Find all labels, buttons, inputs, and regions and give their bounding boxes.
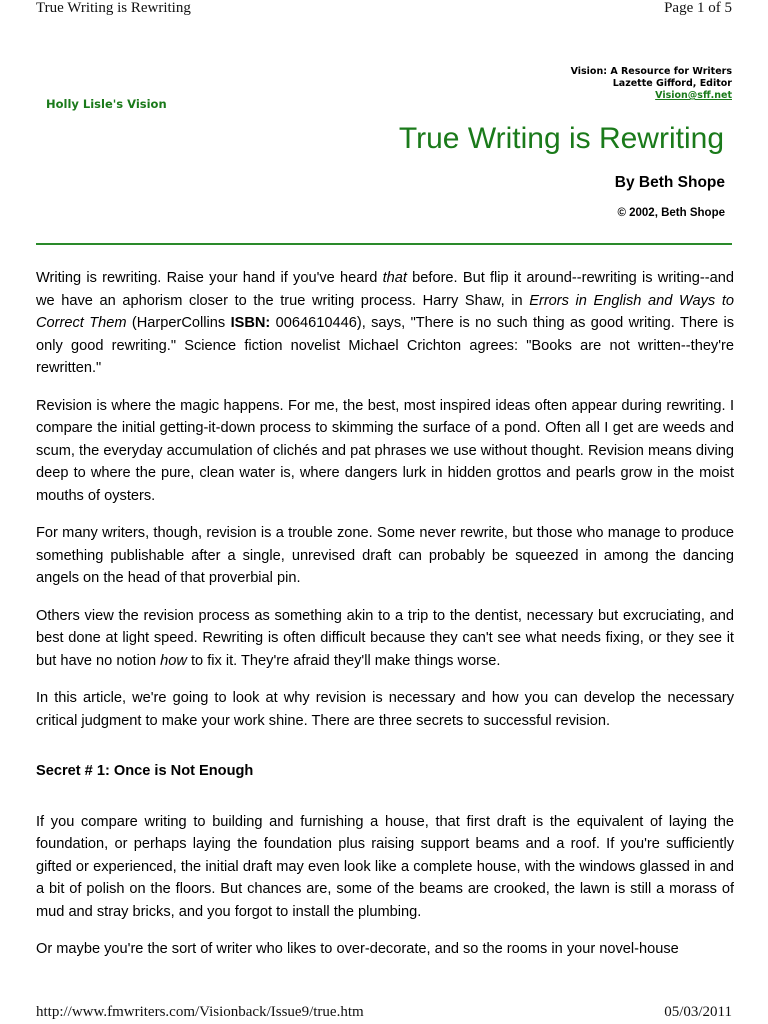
article-byline: By Beth Shope <box>614 174 725 191</box>
masthead-editor: Lazette Gifford, Editor <box>612 78 732 89</box>
print-header-title: True Writing is Rewriting <box>36 0 191 16</box>
header-divider <box>36 243 732 245</box>
book-title: Errors in English and Ways to Correct Them <box>36 292 734 331</box>
masthead-email-link[interactable]: Vision@sff.net <box>655 90 732 101</box>
paragraph: In this article, we're going to look at why revision is necessary and how you can develop the necessary critical judgment to make your work shine. There are three secrets to successful revision. <box>36 690 734 729</box>
paragraph: If you compare writing to building and furnishing a house, that first draft is the equivalent of laying the foundation, or perhaps laying the foundation plus raising support beams and a roof. If you're sufficiently gifted or experienced, the initial draft may even look like a complete house, with the windows glassed in and a bit of polish on the floors. But chances are, some of the beams are crooked, the lawn is still a morass of mud and stray bricks, and you forgot to install the plumbing. <box>36 813 734 920</box>
paragraph: Writing is rewriting. Raise your hand if you've heard that before. But flip it around--rewriting is writing--and we have an aphorism closer to the true writing process. Harry Shaw, in Errors in English and Ways to Correct Them (HarperCollins ISBN: 0064610446), says, "There is no such thing as good writing. There is only good rewriting." Science fiction novelist Michael Crichton agrees: "Books are not written--they're rewritten." <box>36 270 734 376</box>
section-heading: Secret # 1: Once is Not Enough <box>36 763 254 779</box>
paragraph: For many writers, though, revision is a trouble zone. Some never rewrite, but those who manage to produce something publishable after a single, unrevised draft can probably be squeezed in among the dancing angels on the head of that proverbial pin. <box>36 525 734 586</box>
article-copyright: © 2002, Beth Shope <box>617 207 725 219</box>
site-name: Holly Lisle's Vision <box>46 97 167 111</box>
article-body <box>36 267 734 987</box>
paragraph: Or maybe you're the sort of writer who likes to over-decorate, and so the rooms in your novel-house <box>36 941 679 957</box>
paragraph: Others view the revision process as something akin to a trip to the dentist, necessary but excruciating, and best done at light speed. Rewriting is often difficult because they can't see what needs fixing, or they see it but have no notion how to fix it. They're afraid they'll make things worse. <box>36 607 734 669</box>
print-footer-date: 05/03/2011 <box>664 1004 732 1020</box>
paragraph: Revision is where the magic happens. For me, the best, most inspired ideas often appear during rewriting. I compare the initial getting-it-down process to skimming the surface of a pond. Often all I get are weeds and scum, the everyday accumulation of clichés and pat phrases we use without thought. Revision means diving deep to where the pure, clean water is, where dangers lurk in hidden grottos and pearls grow in the moist mouths of oysters. <box>36 397 734 504</box>
print-header <box>36 0 732 18</box>
print-footer-url: http://www.fmwriters.com/Visionback/Issue9/true.htm <box>36 1004 364 1020</box>
masthead <box>571 66 732 102</box>
article-title: True Writing is Rewriting <box>398 122 724 155</box>
print-header-page-number: Page 1 of 5 <box>664 0 732 16</box>
masthead-publication: Vision: A Resource for Writers <box>570 66 732 77</box>
print-footer <box>36 1004 732 1024</box>
